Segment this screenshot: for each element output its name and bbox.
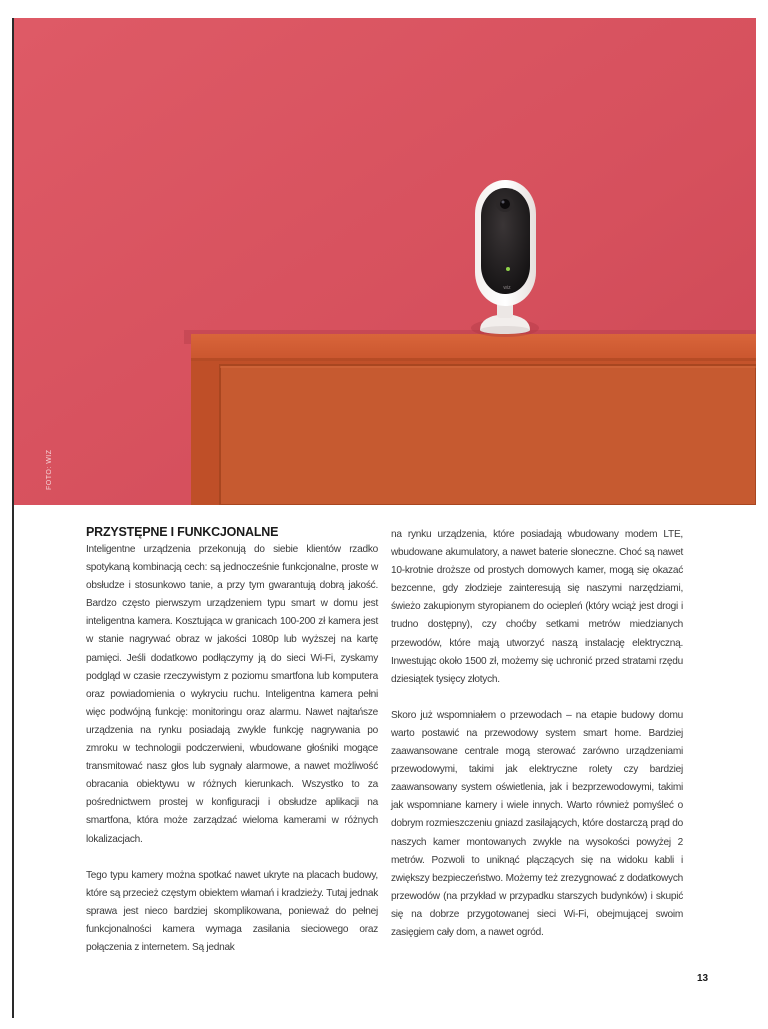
cabinet-top (191, 334, 756, 361)
camera-logo-text: wiz (503, 285, 511, 291)
camera-body (475, 180, 536, 306)
cabinet-drawer (220, 365, 756, 505)
article-photo (14, 18, 756, 505)
article-column-right (391, 526, 683, 960)
page-number: 13 (697, 973, 709, 984)
article-paragraph: na rynku urządzenia, które posiadają wbudowany modem LTE, wbudowane akumulatory, a nawet baterie słoneczne. Choć są nawet 10-krotnie droższe od prostych domowych kamer, mogą się okazać bezcenne, gdy złodzieje zainteresują się naszymi narzędziami, świeżo zakupionym styropianem do ociepleń (który wciąż jest drogi i trudno dostępny), czy choćby setkami metrów miedzianych przewodów, które mają utworzyć naszą instalację elektryczną. Inwestując około 1500 zł, możemy się uchronić przed stratami rzędu dziesiątek tysięcy złotych. (391, 529, 683, 685)
article-heading: PRZYSTĘPNE I FUNKCJONALNE (86, 525, 279, 539)
article-paragraph: Tego typu kamery można spotkać nawet ukryte na placach budowy, które są przecież częstym obiektem włamań i kradzieży. Tutaj jednak sprawa jest nieco bardziej skomplikowana, ponieważ do pełnej funkcjonalności kamera wymaga zasilania sieciowego oraz połączenia z internetem. Są jednak (86, 869, 378, 953)
article-column-left (86, 523, 378, 975)
article-paragraph: Inteligentne urządzenia przekonują do siebie klientów rzadko spotykaną kombinacją cech: są jednocześnie funkcjonalne, proste w obsłudze i stosunkowo tanie, a przy tym gwarantują dobrą jakość. Bardzo często pierwszym urządzeniem typu smart w domu jest inteligentna kamera. Kosztująca w granicach 100-200 zł kamera jest w stanie nagrywać obraz w jakości 1080p lub wyższej na kartę pamięci. Jeśli dodatkowo podłączymy ją do sieci Wi-Fi, zyskamy podgląd w czasie rzeczywistym z poziomu smartfona lub komputera oraz powiadomienia o wykryciu ruchu. Inteligentna kamera pełni więc podwójną funkcję: monitoringu oraz alarmu. Nawet najtańsze urządzenia na rynku posiadają zwykle funkcję nagrywania po zmroku w technologii podczerwieni, wbudowane głośniki mogące transmitować nasz głos lub sygnały alarmowe, a nawet możliwość obracania obiektywu w różnych kierunkach. Wszystko to za pośrednictwem prostej w konfiguracji i obsłudze aplikacji na smartfona, która może zarządzać wieloma kamerami w różnych lokalizacjach. (86, 544, 378, 845)
article-paragraph: Skoro już wspomniałem o przewodach – na etapie budowy domu warto postawić na przewodowy system smart home. Bardziej zaawansowane centrale mogą sterować zarówno urządzeniami przewodowymi, takimi jak elektryczne rolety czy bardziej zaawansowany system oświetlenia, jak i bezprzewodowymi, takimi jak wspomniane kamery i wiele innych. Warto również pomyśleć o dobrym rozmieszczeniu gniazd zasilających, które dostarczą prąd do naszych kamer montowanych zwykle na wysokości powyżej 2 metrów. Pozwoli to uniknąć plączących się na widoku kabli i zwiększy bezpieczeństwo. Możemy też zrezygnować z dodatkowych przewodów (na przykład w przypadku starszych budynków) i skupić się na dobrze przygotowanej sieci Wi-Fi, obejmującej swoim zasięgiem cały dom, a nawet ogród. (391, 709, 683, 938)
photo-credit: FOTO: WIZ (46, 449, 53, 490)
